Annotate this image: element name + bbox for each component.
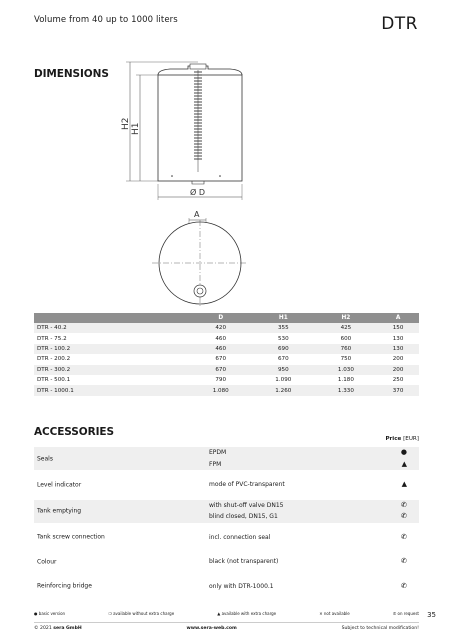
- table-cell: 130: [377, 333, 419, 343]
- option-text: blind closed, DN15, G1: [209, 513, 278, 520]
- table-row: [34, 375, 419, 385]
- basic-version-icon: ●: [34, 611, 38, 616]
- accessory-group-tank-emptying: [34, 500, 419, 524]
- table-cell: 690: [252, 344, 315, 354]
- option-text: mode of PVC-transparent: [209, 481, 285, 488]
- on-request-icon: ✆: [401, 532, 407, 541]
- on-request-icon: ✆: [401, 581, 407, 590]
- table-cell: DTR - 500.1: [34, 375, 189, 385]
- column-header: A: [377, 313, 419, 323]
- accessory-group-level-indicator: [34, 479, 419, 492]
- table-row: [34, 354, 419, 364]
- price-header: [385, 436, 419, 442]
- symbol-legend: [34, 611, 419, 616]
- table-cell: 460: [189, 344, 252, 354]
- price-label: Price: [385, 436, 402, 442]
- table-cell: 1.260: [252, 385, 315, 395]
- website-link[interactable]: www.sera-web.com: [186, 626, 237, 631]
- table-cell: 370: [377, 385, 419, 395]
- column-header: H2: [315, 313, 378, 323]
- table-cell: 200: [377, 365, 419, 375]
- table-cell: 670: [252, 354, 315, 364]
- dimensions-table: [34, 313, 419, 396]
- table-cell: 670: [189, 365, 252, 375]
- option-text: with shut-off valve DN15: [209, 501, 284, 509]
- accessory-option: [209, 500, 419, 512]
- table-cell: 425: [315, 323, 378, 333]
- accessory-option: [209, 581, 419, 593]
- on-request-icon: ✆: [401, 557, 407, 565]
- h2-label: H2: [121, 117, 131, 130]
- column-header: D: [189, 313, 252, 323]
- accessory-option: [209, 532, 419, 544]
- table-header-row: [34, 313, 419, 323]
- option-text: FPM: [209, 460, 222, 468]
- table-cell: 250: [377, 375, 419, 385]
- table-cell: 670: [189, 354, 252, 364]
- table-row: [34, 365, 419, 375]
- legend-item: ✕ not available: [319, 611, 350, 616]
- table-cell: 760: [315, 344, 378, 354]
- table-cell: 530: [252, 333, 315, 343]
- tank-top-drawing: [150, 208, 250, 308]
- table-cell: 130: [377, 344, 419, 354]
- option-text: only with DTR-1000.1: [209, 582, 274, 590]
- table-cell: 1.090: [252, 375, 315, 385]
- page-subtitle: Volume from 40 up to 1000 liters: [34, 15, 178, 25]
- on-request-icon: ✆: [401, 512, 407, 520]
- copyright: © 2021 sera GmbH: [34, 626, 82, 631]
- extra-charge-icon: ▲: [401, 480, 407, 488]
- legend-item: ● basic version: [34, 611, 66, 616]
- extra-charge-icon: ▲: [217, 611, 221, 616]
- accessory-label: Level indicator: [37, 481, 82, 489]
- no-charge-icon: ❍: [108, 611, 112, 616]
- option-text: black (not transparent): [209, 558, 279, 565]
- table-cell: DTR - 300.2: [34, 365, 189, 375]
- dimensions-title: DIMENSIONS: [34, 68, 109, 80]
- model-title: DTR: [381, 14, 418, 34]
- legend-item: ❍ available without extra charge: [108, 611, 175, 616]
- page-footer: [34, 626, 419, 631]
- extra-charge-icon: ▲: [401, 459, 407, 468]
- basic-version-icon: ●: [400, 448, 407, 456]
- table-row: [34, 323, 419, 333]
- table-cell: DTR - 100.2: [34, 344, 189, 354]
- legend-item: ✆ on request: [392, 611, 419, 616]
- accessory-option: [209, 447, 419, 459]
- table-cell: 950: [252, 365, 315, 375]
- company-name: sera GmbH: [53, 626, 82, 631]
- table-cell: 1.330: [315, 385, 378, 395]
- table-row: [34, 385, 419, 395]
- table-cell: 355: [252, 323, 315, 333]
- accessory-option: [209, 511, 419, 523]
- accessories-list: [34, 436, 419, 593]
- a-label: A: [194, 210, 200, 219]
- table-cell: 750: [315, 354, 378, 364]
- tank-side-drawing: [120, 60, 260, 210]
- table-row: [34, 333, 419, 343]
- accessory-option: [209, 459, 419, 471]
- table-row: [34, 344, 419, 354]
- accessory-option: [209, 556, 419, 568]
- disclaimer: Subject to technical modification!: [341, 626, 419, 631]
- footer-divider: [34, 622, 419, 623]
- table-cell: 1.180: [315, 375, 378, 385]
- table-cell: 1.030: [315, 365, 378, 375]
- table-cell: 460: [189, 333, 252, 343]
- option-text: incl. connection seal: [209, 533, 271, 541]
- accessory-group-reinforcing-bridge: [34, 581, 419, 594]
- table-cell: DTR - 200.2: [34, 354, 189, 364]
- page-number: 35: [427, 611, 436, 619]
- legend-item: ▲ available with extra charge: [217, 611, 277, 616]
- h1-label: H1: [131, 122, 141, 135]
- accessory-option: [209, 479, 419, 491]
- on-request-icon: ✆: [401, 500, 407, 509]
- column-header: H1: [252, 313, 315, 323]
- accessories-title: ACCESSORIES: [34, 426, 114, 438]
- column-header: [34, 313, 189, 323]
- accessory-label: Seals: [37, 455, 53, 462]
- table-cell: 200: [377, 354, 419, 364]
- table-cell: 1.080: [189, 385, 252, 395]
- accessory-group-seals: [34, 447, 419, 471]
- not-available-icon: ✕: [319, 611, 323, 616]
- table-cell: 600: [315, 333, 378, 343]
- accessory-group-colour: [34, 556, 419, 569]
- price-unit: [EUR]: [403, 436, 419, 442]
- accessory-label: Tank screw connection: [37, 533, 105, 541]
- option-text: EPDM: [209, 449, 227, 456]
- accessory-label: Reinforcing bridge: [37, 582, 92, 590]
- table-cell: 790: [189, 375, 252, 385]
- table-cell: 150: [377, 323, 419, 333]
- accessory-label: Colour: [37, 558, 57, 566]
- table-cell: 420: [189, 323, 252, 333]
- accessory-label: Tank emptying: [37, 507, 82, 515]
- table-cell: DTR - 40.2: [34, 323, 189, 333]
- diameter-label: Ø D: [190, 188, 205, 197]
- accessory-group-tank-screw-connection: [34, 532, 419, 545]
- table-cell: DTR - 75.2: [34, 333, 189, 343]
- table-cell: DTR - 1000.1: [34, 385, 189, 395]
- on-request-icon: ✆: [392, 611, 397, 616]
